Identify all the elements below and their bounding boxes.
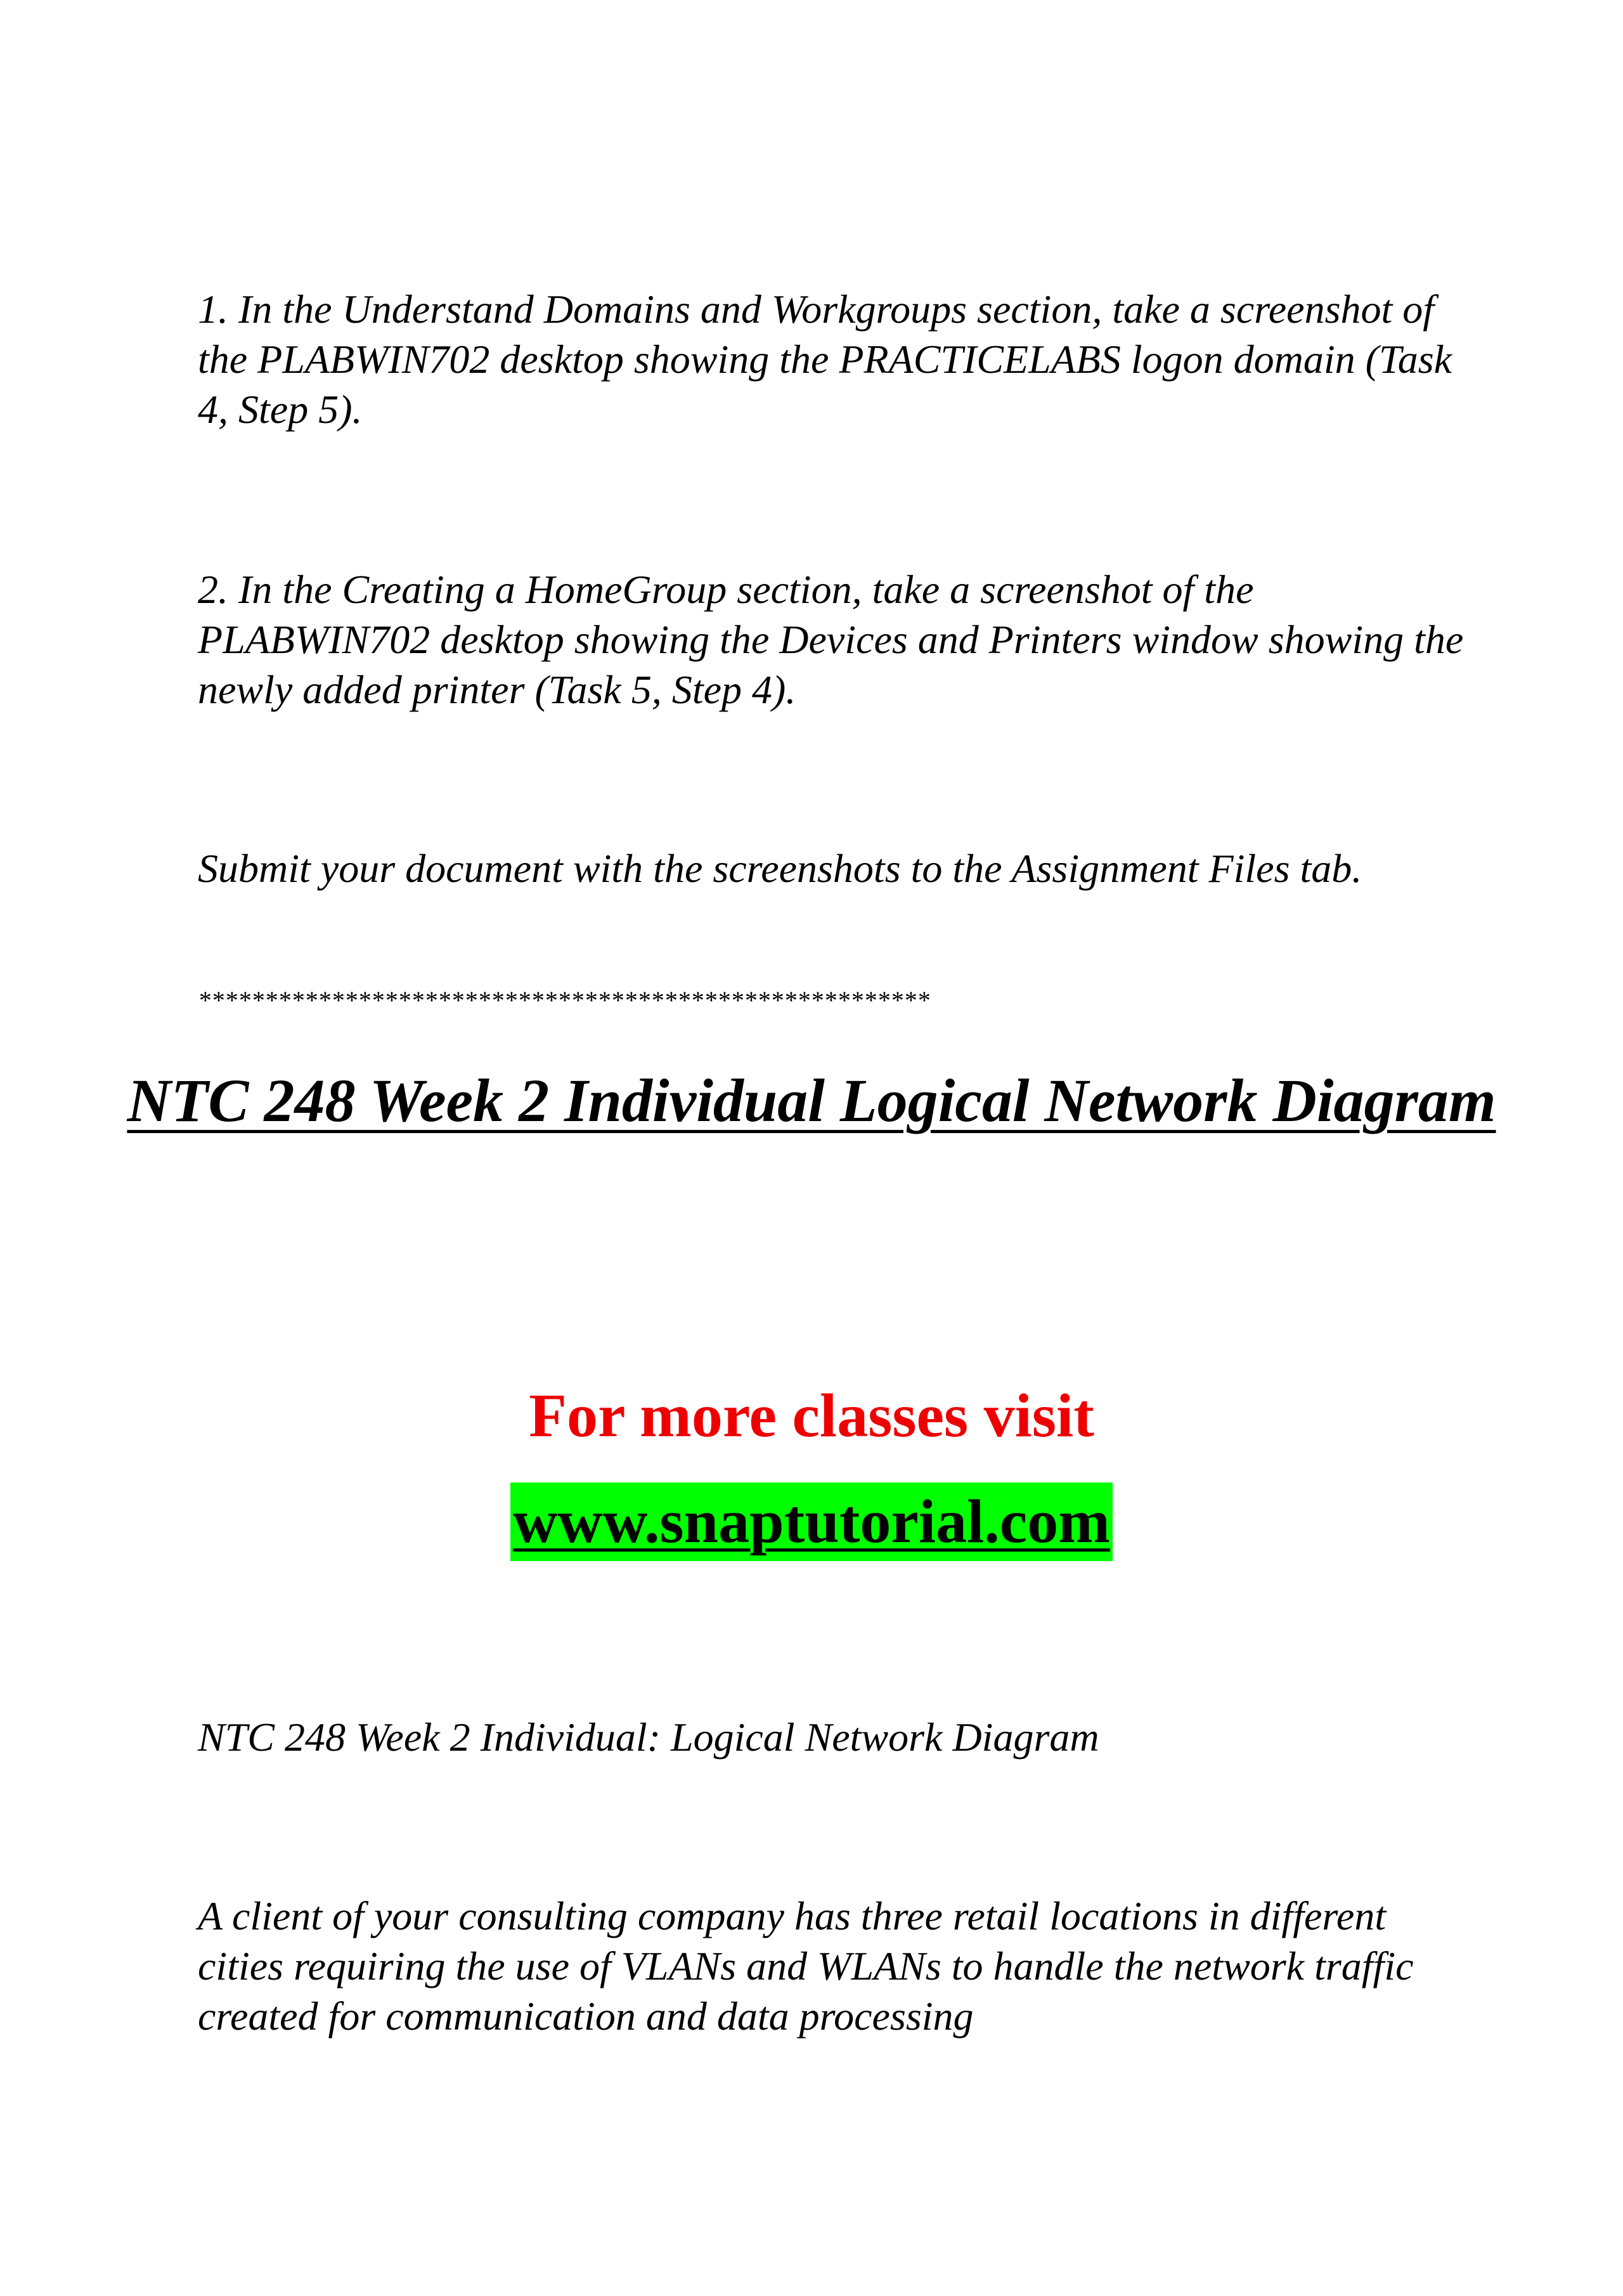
promo-text: For more classes visit <box>529 1382 1094 1450</box>
page-title: NTC 248 Week 2 Individual Logical Network Diagram <box>127 1067 1496 1134</box>
promo-link-container <box>0 1482 1623 1561</box>
instruction-paragraph-2: 2. In the Creating a HomeGroup section, take a screenshot of the PLABWIN702 desktop showing the Devices and Printers window showing the newly added printer (Task 5, Step 4). <box>198 567 1464 712</box>
instruction-paragraph-1: 1. In the Understand Domains and Workgroups section, take a screenshot of the PLABWIN702 desktop showing the PRACTICELABS logon domain (Task 4, Step 5). <box>198 287 1452 432</box>
promo-link[interactable]: www.snaptutorial.com <box>510 1482 1113 1561</box>
section-subtitle: NTC 248 Week 2 Individual: Logical Network Diagram <box>198 1715 1099 1760</box>
submit-instruction: Submit your document with the screenshots to the Assignment Files tab. <box>198 846 1362 891</box>
separator-line: ******************************************************* <box>198 986 930 1015</box>
description-paragraph: A client of your consulting company has three retail locations in different cities requiring the use of VLANs and WLANs to handle the network traffic created for communication and data processing <box>198 1893 1414 2039</box>
